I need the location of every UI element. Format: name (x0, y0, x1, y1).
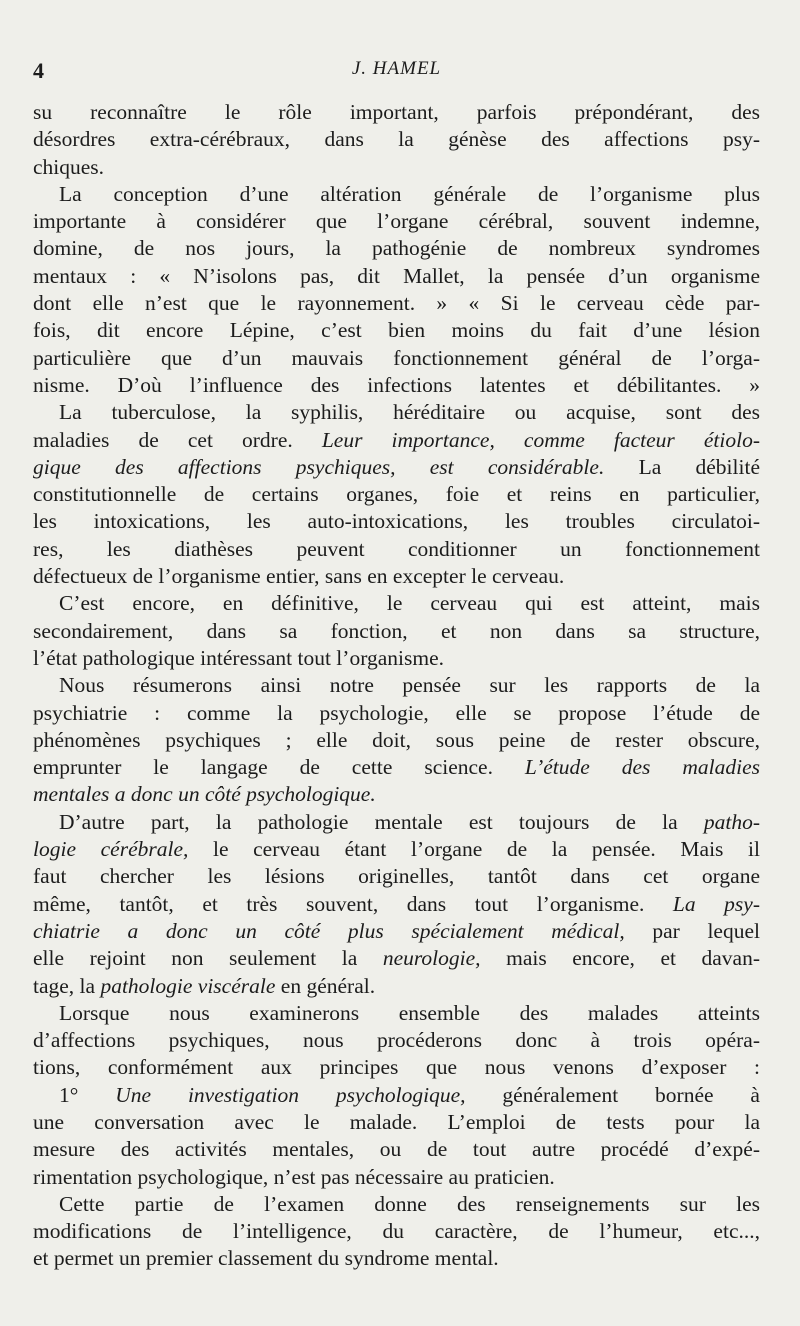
text-segment: même, tantôt, et très souvent, dans tout l’organisme. (33, 891, 673, 916)
italic-text: L’étude des maladies (524, 755, 760, 780)
text-segment: La tuberculose, la syphilis, héréditaire ou acquise, sont des (59, 400, 760, 425)
text-line (33, 700, 760, 727)
text-line (33, 754, 760, 781)
italic-text: Leur importance, comme facteur étiolo- (321, 427, 760, 452)
italic-text: chiatrie a donc un côté plus spécialement médical, (33, 918, 625, 943)
text-line (33, 1027, 760, 1054)
text-line (33, 1000, 760, 1027)
text-segment: particulière que d’un mauvais fonctionnement général de l’orga- (33, 345, 760, 370)
text-segment: généralement bornée à (465, 1082, 760, 1107)
text-line (33, 1054, 760, 1081)
text-line (33, 945, 760, 972)
italic-text: gique des affections psychiques, est considérable. (33, 454, 605, 479)
italic-text: Une investigation psychologique, (115, 1082, 466, 1107)
text-segment: Nous résumerons ainsi notre pensée sur les rapports de la (59, 673, 760, 698)
running-head: J. HAMEL (351, 58, 442, 79)
text-line (33, 1245, 760, 1272)
text-segment: Lorsque nous examinerons ensemble des malades atteints (59, 1000, 760, 1025)
page-number: 4 (33, 58, 44, 83)
text-segment: emprunter le langage de cette science. (33, 755, 525, 780)
text-segment: tions, conformément aux principes que nous venons d’exposer : (33, 1055, 760, 1080)
text-segment: La conception d’une altération générale de l’organisme plus (59, 181, 760, 206)
body-text (33, 99, 760, 1273)
text-line (33, 863, 760, 890)
text-line (33, 154, 760, 181)
text-line (33, 235, 760, 262)
text-line (33, 536, 760, 563)
text-segment: désordres extra-cérébraux, dans la génèse des affections psy- (33, 127, 760, 152)
text-segment: et permet un premier classement du syndrome mental. (33, 1246, 499, 1271)
page-header (33, 54, 760, 86)
text-line (33, 781, 760, 808)
text-segment: mais encore, et davan- (480, 946, 760, 971)
text-line (33, 263, 760, 290)
text-line (33, 918, 760, 945)
text-line (33, 809, 760, 836)
italic-text: neurologie, (382, 946, 481, 971)
text-segment: psychiatrie : comme la psychologie, elle se propose l’étude de (33, 700, 760, 725)
text-line (33, 891, 760, 918)
text-segment: importante à considérer que l’organe cérébral, souvent indemne, (33, 209, 760, 234)
text-segment: d’affections psychiques, nous procéderons donc à trois opéra- (33, 1028, 760, 1053)
text-segment: domine, de nos jours, la pathogénie de nombreux syndromes (33, 236, 760, 261)
text-segment: fois, dit encore Lépine, c’est bien moins du fait d’une lésion (33, 318, 760, 343)
text-line (33, 208, 760, 235)
text-line (33, 399, 760, 426)
italic-text: logie cérébrale, (33, 837, 189, 862)
text-segment: La débilité (604, 454, 760, 479)
text-line (33, 618, 760, 645)
text-segment: rimentation psychologique, n’est pas nécessaire au praticien. (33, 1164, 555, 1189)
text-segment: D’autre part, la pathologie mentale est toujours de la (59, 809, 704, 834)
text-segment: les intoxications, les auto-intoxications, les troubles circulatoi- (33, 509, 760, 534)
text-line (33, 99, 760, 126)
text-line (33, 1136, 760, 1163)
text-line (33, 1164, 760, 1191)
text-line (33, 427, 760, 454)
text-segment: en général. (275, 973, 376, 998)
text-segment: par lequel (624, 918, 760, 943)
text-segment: maladies de cet ordre. (33, 427, 322, 452)
text-segment: défectueux de l’organisme entier, sans en excepter le cerveau. (33, 564, 565, 589)
text-line (33, 1109, 760, 1136)
text-segment: elle rejoint non seulement la (33, 946, 383, 971)
text-segment: res, les diathèses peuvent conditionner un fonctionnement (33, 536, 760, 561)
italic-text: mentales a donc un côté psychologique. (33, 782, 376, 807)
text-line (33, 481, 760, 508)
text-line (33, 181, 760, 208)
text-segment: C’est encore, en définitive, le cerveau qui est atteint, mais (59, 591, 760, 616)
text-line (33, 590, 760, 617)
text-line (33, 727, 760, 754)
text-line (33, 645, 760, 672)
text-segment: faut chercher les lésions originelles, tantôt dans cet organe (33, 864, 760, 889)
text-line (33, 563, 760, 590)
text-line (33, 973, 760, 1000)
text-line (33, 372, 760, 399)
text-segment: l’état pathologique intéressant tout l’organisme. (33, 645, 444, 670)
text-line (33, 1191, 760, 1218)
text-line (33, 290, 760, 317)
text-line (33, 1082, 760, 1109)
text-line (33, 454, 760, 481)
text-line (33, 126, 760, 153)
italic-text: patho- (703, 809, 760, 834)
italic-text: pathologie viscérale (100, 973, 276, 998)
italic-text: La psy- (672, 891, 760, 916)
text-segment: une conversation avec le malade. L’emploi de tests pour la (33, 1109, 760, 1134)
text-line (33, 672, 760, 699)
text-segment: su reconnaître le rôle important, parfois prépondérant, des (33, 100, 760, 124)
text-segment: mesure des activités mentales, ou de tout autre procédé d’expé- (33, 1137, 760, 1162)
text-segment: chiques. (33, 154, 105, 179)
text-segment: constitutionnelle de certains organes, foie et reins en particulier, (33, 482, 760, 507)
text-segment: 1° (59, 1082, 116, 1107)
text-line (33, 345, 760, 372)
text-segment: le cerveau étant l’organe de la pensée. Mais il (188, 837, 760, 862)
text-segment: nisme. D’où l’influence des infections latentes et débilitantes. » (33, 372, 760, 397)
text-segment: mentaux : « N’isolons pas, dit Mallet, la pensée d’un organisme (33, 263, 760, 288)
text-line (33, 508, 760, 535)
text-segment: dont elle n’est que le rayonnement. » « Si le cerveau cède par- (33, 291, 760, 316)
text-segment: Cette partie de l’examen donne des renseignements sur les (59, 1191, 760, 1216)
text-line (33, 317, 760, 344)
text-segment: tage, la (33, 973, 101, 998)
text-line (33, 1218, 760, 1245)
text-line (33, 836, 760, 863)
text-segment: phénomènes psychiques ; elle doit, sous peine de rester obscure, (33, 727, 760, 752)
text-segment: secondairement, dans sa fonction, et non dans sa structure, (33, 618, 760, 643)
text-segment: modifications de l’intelligence, du caractère, de l’humeur, etc..., (33, 1219, 760, 1244)
